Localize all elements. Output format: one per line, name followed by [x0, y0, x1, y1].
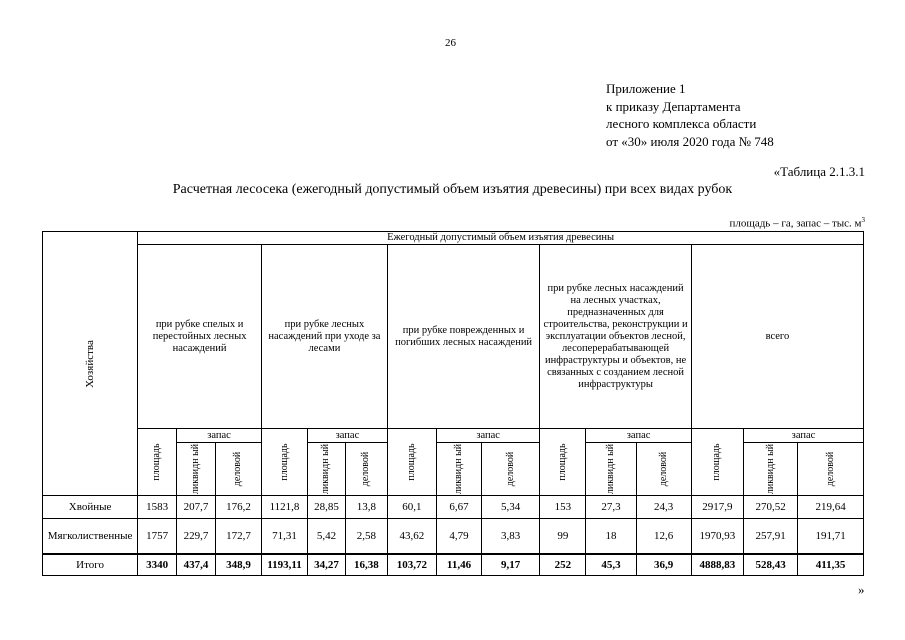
- area-header: [691, 429, 743, 496]
- category-header: при рубке поврежденных и погибших лесных насаждений: [387, 245, 539, 429]
- cell: 176,2: [215, 496, 261, 519]
- business-label: деловой: [657, 451, 669, 487]
- cell: 16,38: [345, 554, 387, 576]
- stock-header: запас: [586, 429, 691, 443]
- table-row-total: [43, 554, 864, 576]
- cell: 60,1: [387, 496, 436, 519]
- group-header: Ежегодный допустимый объем изъятия древесины: [138, 232, 864, 245]
- cell: 257,91: [743, 519, 797, 555]
- cell: 172,7: [215, 519, 261, 555]
- cell: 12,6: [636, 519, 691, 555]
- table-row: [43, 519, 864, 555]
- business-header: [798, 443, 864, 496]
- cell: 71,31: [262, 519, 308, 555]
- cell: 411,35: [798, 554, 864, 576]
- business-label: деловой: [232, 451, 244, 487]
- cell: 1193,11: [262, 554, 308, 576]
- farm-header: Хозяйства: [84, 339, 97, 388]
- category-header: при рубке лесных насаждений на лесных участках, предназначенных для строительства, реконструкции и эксплуатации объектов лесной, лесоперерабатывающей инфраструктуры и объектов, не связанных с созданием лесной инфраструктуры: [540, 245, 691, 429]
- cell: 9,17: [482, 554, 540, 576]
- row-name: Итого: [43, 554, 138, 576]
- cell: 43,62: [387, 519, 436, 555]
- cell: 3340: [138, 554, 177, 576]
- stock-header: запас: [177, 429, 262, 443]
- appendix-line: от «30» июля 2020 года № 748: [606, 133, 774, 149]
- area-label: площадь: [405, 443, 417, 481]
- cell: 36,9: [636, 554, 691, 576]
- table-title: Расчетная лесосека (ежегодный допустимый объем изъятия древесины) при всех видах рубок: [172, 182, 733, 197]
- cell: 1757: [138, 519, 177, 555]
- cell: 191,71: [798, 519, 864, 555]
- business-header: [636, 443, 691, 496]
- cell: 99: [540, 519, 586, 555]
- business-label: деловой: [824, 451, 836, 487]
- liquid-label: ликвидн ый: [453, 443, 464, 495]
- area-label: площадь: [556, 443, 568, 481]
- cell: 528,43: [743, 554, 797, 576]
- liquid-label: ликвидн ый: [764, 443, 776, 495]
- stock-header: запас: [743, 429, 863, 443]
- cell: 437,4: [177, 554, 216, 576]
- liquid-header: [743, 443, 797, 496]
- row-name: Хвойные: [43, 496, 138, 519]
- cell: 1970,93: [691, 519, 743, 555]
- area-header: [138, 429, 177, 496]
- cell: 3,83: [482, 519, 540, 555]
- cell: 2,58: [345, 519, 387, 555]
- table-reference: «Таблица 2.1.3.1: [773, 164, 865, 179]
- liquid-header: [436, 443, 481, 496]
- area-label: площадь: [151, 443, 163, 481]
- cell: 11,46: [436, 554, 481, 576]
- farm-header-cell: [43, 232, 138, 496]
- logging-table: [42, 231, 864, 576]
- cell: 1583: [138, 496, 177, 519]
- cell: 207,7: [177, 496, 216, 519]
- page-number: 26: [445, 37, 456, 49]
- cell: 229,7: [177, 519, 216, 555]
- liquid-header: [586, 443, 636, 496]
- liquid-label: ликвидн ый: [190, 443, 201, 495]
- liquid-header: [308, 443, 346, 496]
- business-header: [345, 443, 387, 496]
- cell: 18: [586, 519, 636, 555]
- area-header: [540, 429, 586, 496]
- appendix-line: лесного комплекса области: [606, 116, 757, 131]
- appendix-line: Приложение 1: [606, 81, 686, 96]
- cell: 252: [540, 554, 586, 576]
- closing-quote: »: [858, 582, 865, 597]
- area-label: площадь: [278, 443, 290, 481]
- units-note: [729, 216, 865, 230]
- cell: 4888,83: [691, 554, 743, 576]
- business-header: [482, 443, 540, 496]
- cell: 219,64: [798, 496, 864, 519]
- row-name: Мягколиственные: [43, 519, 138, 555]
- cell: 5,34: [482, 496, 540, 519]
- cell: 28,85: [308, 496, 346, 519]
- cell: 1121,8: [262, 496, 308, 519]
- cell: 24,3: [636, 496, 691, 519]
- cell: 4,79: [436, 519, 481, 555]
- stock-header: запас: [308, 429, 388, 443]
- table-row: [43, 496, 864, 519]
- cell: 5,42: [308, 519, 346, 555]
- business-header: [215, 443, 261, 496]
- cell: 34,27: [308, 554, 346, 576]
- category-header: при рубке спелых и перестойных лесных насаждений: [138, 245, 262, 429]
- category-header: при рубке лесных насаждений при уходе за лесами: [262, 245, 388, 429]
- cell: 6,67: [436, 496, 481, 519]
- liquid-header: [177, 443, 216, 496]
- cell: 27,3: [586, 496, 636, 519]
- area-label: площадь: [711, 443, 723, 481]
- liquid-label: ликвидн ый: [320, 443, 332, 495]
- cell: 13,8: [345, 496, 387, 519]
- cell: 348,9: [215, 554, 261, 576]
- cell: 2917,9: [691, 496, 743, 519]
- cell: 103,72: [387, 554, 436, 576]
- appendix-block: [606, 80, 774, 150]
- cell: 45,3: [586, 554, 636, 576]
- business-label: деловой: [504, 451, 516, 487]
- units-text: площадь – га, запас – тыс. м: [729, 217, 862, 230]
- area-header: [387, 429, 436, 496]
- units-superscript: 3: [861, 216, 865, 224]
- cell: 270,52: [743, 496, 797, 519]
- liquid-label: ликвидн ый: [604, 443, 616, 495]
- stock-header: запас: [436, 429, 539, 443]
- area-header: [262, 429, 308, 496]
- category-header: всего: [691, 245, 863, 429]
- cell: 153: [540, 496, 586, 519]
- appendix-line: к приказу Департамента: [606, 98, 741, 114]
- business-label: деловой: [360, 451, 372, 487]
